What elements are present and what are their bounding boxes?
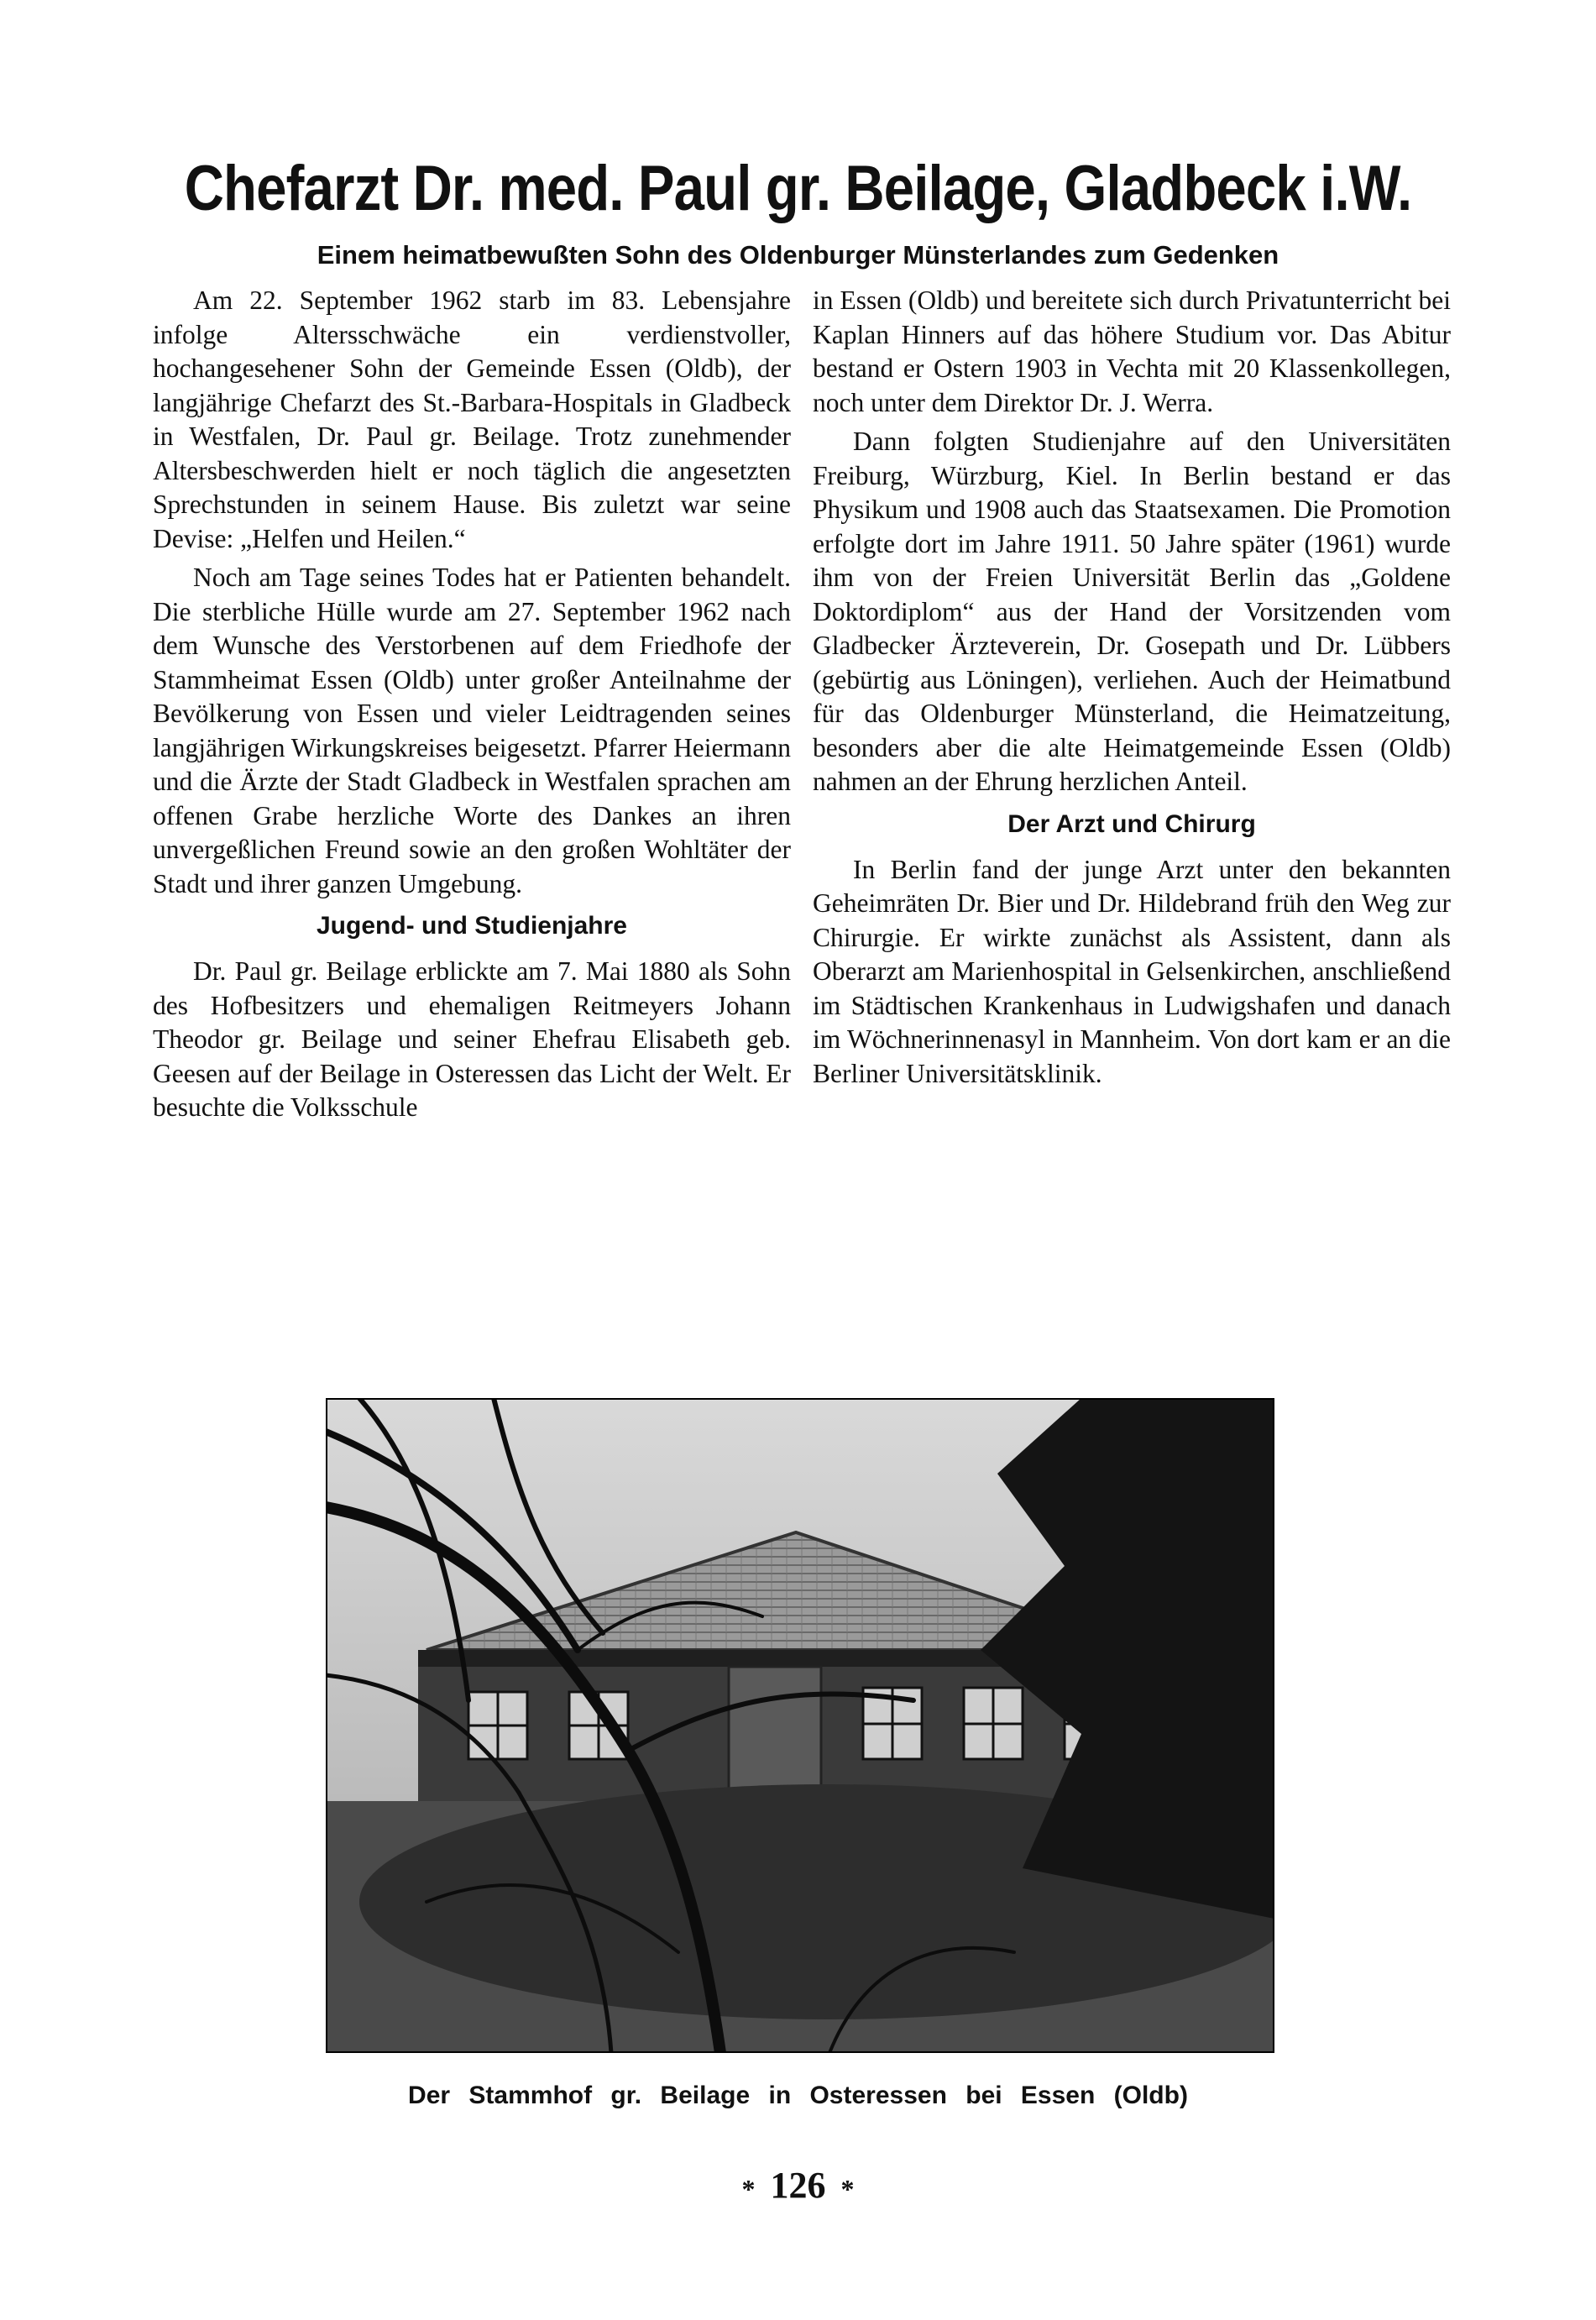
paragraph: Am 22. September 1962 starb im 83. Lebensjahre infolge Altersschwäche ein verdienstvoller, hochangesehener Sohn der Gemeinde Essen (Oldb), der langjährige Chefarzt des St.-Barbara-Hospitals in Gladbeck in Westfalen, Dr. Paul gr. Beilage. Trotz zunehmender Altersbeschwerden hielt er noch täglich die angesetzten Sprechstunden in seinem Hause. Bis zuletzt war seine Devise: „Helfen und Heilen.“ bbox=[153, 285, 791, 553]
paragraph: Noch am Tage seines Todes hat er Patienten behandelt. Die sterbliche Hülle wurde am 27. September 1962 nach dem Wunsche des Verstorbenen auf dem Friedhofe der Stammheimat Essen (Oldb) unter großer Anteilnahme der Bevölkerung von Essen und vieler Leidtragenden seines langjährigen Wirkungskreises beigesetzt. Pfarrer Heiermann und die Ärzte der Stadt Gladbeck in Westfalen sprachen am offenen Grabe herzliche Worte des Dankes an ihren unvergeßlichen Freund sowie an den großen Wohltäter der Stadt und ihrer ganzen Umgebung. bbox=[153, 563, 791, 898]
article-subtitle: Einem heimatbewußten Sohn des Oldenburger Münsterlandes zum Gedenken bbox=[317, 240, 1279, 270]
farmhouse-photo bbox=[326, 1398, 1274, 2053]
section-heading: Jugend- und Studienjahre bbox=[316, 912, 627, 940]
page-number-footer bbox=[0, 2165, 1596, 2210]
paragraph: In Berlin fand der junge Arzt unter den bekannten Geheimräten Dr. Bier und Dr. Hildebrand früh den Weg zur Chirurgie. Er wirkte zunächst als Assistent, dann als Oberarzt am Marienhospital in Gelsenkirchen, anschließend im Städtischen Krankenhaus in Ludwigshafen und danach im Wöchnerinnenasyl in Mannheim. Von dort kam er an die Berliner Universitätsklinik. bbox=[813, 854, 1451, 1088]
paragraph: Dann folgten Studienjahre auf den Universitäten Freiburg, Würzburg, Kiel. In Berlin bestand er das Physikum und 1908 auch das Staatsexamen. Die Promotion erfolgte dort im Jahre 1911. 50 Jahre später (1961) wurde ihm von der Freien Universität Berlin das „Goldene Doktordiplom“ aus der Hand der Vorsitzenden vom Gladbecker Ärzteverein, Dr. Gosepath und Dr. Lübbers (gebürtig aus Löningen), verliehen. Auch der Heimatbund für das Oldenburger Münsterland, die Heimatzeitung, besonders aber die alte Heimatgemeinde Essen (Oldb) nahmen an der Ehrung herzlichen Anteil. bbox=[813, 427, 1451, 796]
right-column bbox=[813, 284, 1451, 1096]
farmhouse-illustration bbox=[326, 1398, 1274, 2053]
left-column bbox=[153, 284, 791, 1130]
photo-caption: Der Stammhof gr. Beilage in Osteressen bei Essen (Oldb) bbox=[408, 2082, 1188, 2109]
star-ornament: * bbox=[741, 2173, 756, 2204]
article-title: Chefarzt Dr. med. Paul gr. Beilage, Gladbeck i.W. bbox=[184, 153, 1412, 224]
section-heading: Der Arzt und Chirurg bbox=[1007, 809, 1256, 838]
page-number: 126 bbox=[770, 2165, 826, 2206]
paragraph: in Essen (Oldb) und bereitete sich durch Privatunterricht bei Kaplan Hinners auf das höhere Studium vor. Das Abitur bestand er Ostern 1903 in Vechta mit 20 Klassenkollegen, noch unter dem Direktor Dr. J. Werra. bbox=[813, 285, 1451, 417]
star-ornament: * bbox=[840, 2173, 855, 2204]
paragraph: Dr. Paul gr. Beilage erblickte am 7. Mai 1880 als Sohn des Hofbesitzers und ehemaligen Reitmeyers Johann Theodor gr. Beilage und seiner Ehefrau Elisabeth geb. Geesen auf der Beilage in Osteressen das Licht der Welt. Er besuchte die Volksschule bbox=[153, 956, 791, 1122]
